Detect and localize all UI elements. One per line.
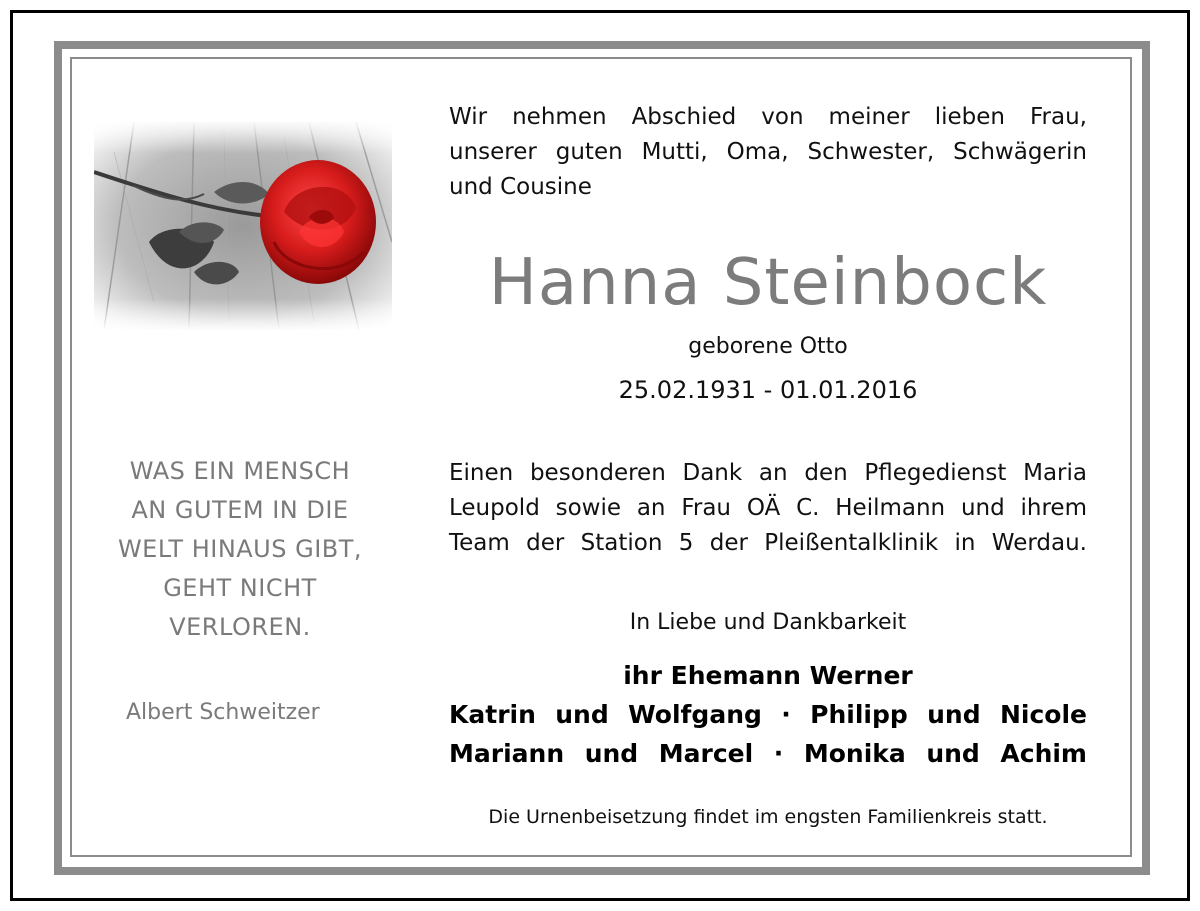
thanks-text (449, 456, 1087, 561)
closing-phrase: In Liebe und Dankbarkeit (629, 610, 907, 635)
family-line: ihr Ehemann Werner (623, 661, 913, 690)
maiden-name: geborene Otto (688, 334, 848, 359)
intro-line: Wir nehmen Abschied von meiner lieben Frau, (449, 104, 1087, 130)
intro-line: und Cousine (449, 174, 592, 200)
thanks-line: Team der Station 5 der Pleißentalklinik in Werdau. (449, 530, 1087, 556)
family-signatures (449, 656, 1087, 773)
quote-line: WELT HINAUS GIBT, (117, 535, 363, 563)
intro-line: unserer guten Mutti, Oma, Schwester, Schwägerin (449, 139, 1087, 165)
rose-image (94, 122, 392, 330)
quote-line: VERLOREN. (169, 613, 311, 641)
quote-line: AN GUTEM IN DIE (131, 496, 349, 524)
life-dates: 25.02.1931 - 01.01.2016 (618, 376, 918, 404)
deceased-name: Hanna Steinbock (488, 246, 1048, 320)
family-line: Katrin und Wolfgang · Philipp und Nicole (449, 700, 1087, 729)
quote (90, 452, 390, 647)
quote-line: WAS EIN MENSCH (129, 457, 351, 485)
family-line: Mariann und Marcel · Monika und Achim (449, 739, 1087, 768)
thanks-line: Einen besonderen Dank an den Pflegedienst Maria (449, 460, 1087, 486)
thanks-line: Leupold sowie an Frau OÄ C. Heilmann und ihrem (449, 495, 1087, 521)
intro-text (449, 100, 1087, 205)
quote-line: GEHT NICHT (163, 574, 317, 602)
quote-author: Albert Schweitzer (126, 700, 320, 725)
burial-note: Die Urnenbeisetzung findet im engsten Familienkreis statt. (488, 806, 1048, 828)
